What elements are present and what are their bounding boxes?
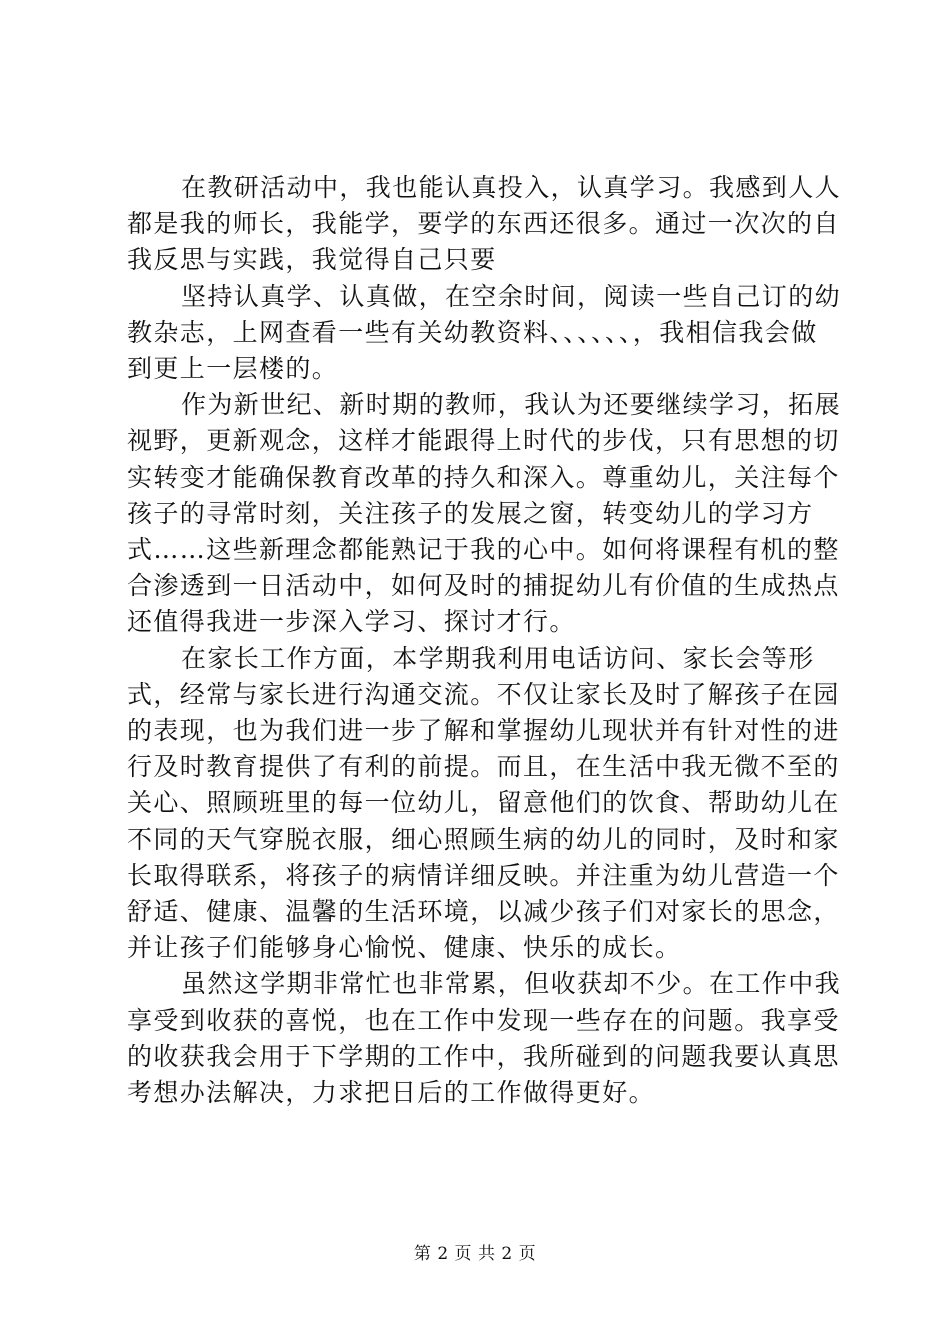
document-body [127, 170, 843, 1111]
paragraph-teaching-research: 在教研活动中，我也能认真投入，认真学习。我感到人人都是我的师长，我能学，要学的东西还很多。通过一次次的自我反思与实践，我觉得自己只要 [127, 173, 842, 275]
paragraph-new-era-teacher: 作为新世纪、新时期的教师，我认为还要继续学习，拓展视野，更新观念，这样才能跟得上时代的步伐，只有思想的切实转变才能确保教育改革的持久和深入。尊重幼儿，关注每个孩子的寻常时刻，关注孩子的发展之窗，转变幼儿的学习方式……这些新理念都能熟记于我的心中。如何将课程有机的整合渗透到一日活动中，如何及时的捕捉幼儿有价值的生成热点还值得我进一步深入学习、探讨才行。 [127, 390, 842, 637]
paragraph-parent-work: 在家长工作方面，本学期我利用电话访问、家长会等形式，经常与家长进行沟通交流。不仅让家长及时了解孩子在园的表现，也为我们进一步了解和掌握幼儿现状并有针对性的进行及时教育提供了有利的前提。而且，在生活中我无微不至的关心、照顾班里的每一位幼儿，留意他们的饮食、帮助幼儿在不同的天气穿脱衣服，细心照顾生病的幼儿的同时，及时和家长取得联系，将孩子的病情详细反映。并注重为幼儿营造一个舒适、健康、温馨的生活环境，以减少孩子们对家长的思念，并让孩子们能够身心愉悦、健康、快乐的成长。 [127, 643, 840, 963]
page-number-footer: 第 2 页 共 2 页 [413, 1244, 537, 1264]
paragraph-self-study: 坚持认真学、认真做，在空余时间，阅读一些自己订的幼教杂志，上网查看一些有关幼教资料、、、、、、，我相信我会做到更上一层楼的。 [127, 281, 842, 384]
paragraph-summary: 虽然这学期非常忙也非常累，但收获却不少。在工作中我享受到收获的喜悦，也在工作中发现一些存在的问题。我享受的收获我会用于下学期的工作中，我所碰到的问题我要认真思考想办法解决，力求把日后的工作做得更好。 [127, 969, 842, 1108]
